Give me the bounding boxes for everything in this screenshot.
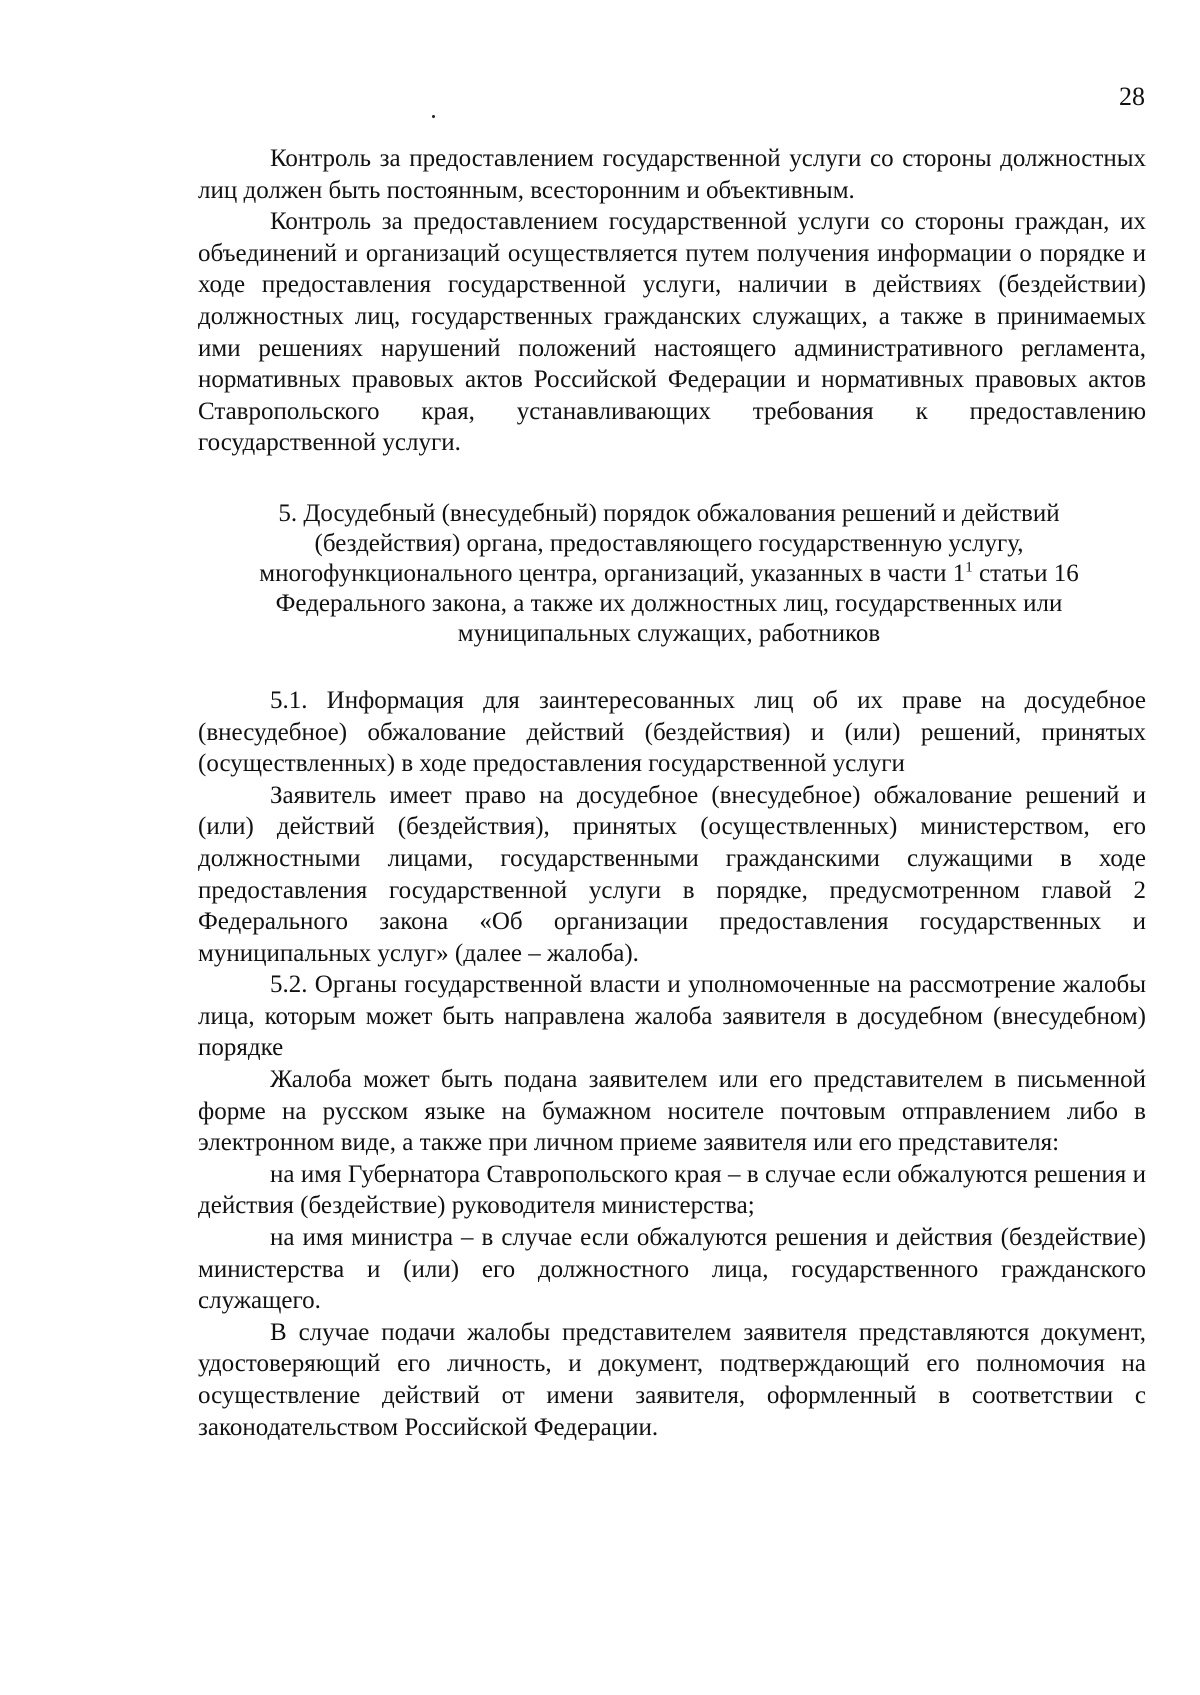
paragraph-5-1: 5.1. Информация для заинтересованных лиц об их праве на досудебное (внесудебное) обжалование действий (бездействия) и (или) решений, принятых (осуществленных) в ходе предоставления государственной услуги	[198, 686, 1146, 778]
section-heading-superscript: 1	[965, 559, 973, 576]
paragraph-complaint-form: Жалоба может быть подана заявителем или его представителем в письменной форме на русском языке на бумажном носителе почтовым отправлением либо в электронном виде, а также при личном приеме заявителя или его представителя:	[198, 1066, 1146, 1157]
scan-speck	[432, 115, 435, 118]
document-body	[198, 143, 1146, 1443]
paragraph-5-2: 5.2. Органы государственной власти и уполномоченные на рассмотрение жалобы лица, которым может быть направлена жалоба заявителя в досудебном (внесудебном) порядке	[198, 971, 1146, 1062]
paragraph-applicant-right: Заявитель имеет право на досудебное (внесудебное) обжалование решений и (или) действий (бездействия), принятых (осуществленных) министерством, его должностными лицами, государственными гражданскими служащими в ходе предоставления государственной услуги в порядке, предусмотренном главой 2 Федерального закона «Об организации предоставления государственных и муниципальных услуг» (далее – жалоба).	[198, 781, 1146, 967]
paragraph-control-officials: Контроль за предоставлением государственной услуги со стороны должностных лиц должен быть постоянным, всесторонним и объективным.	[198, 145, 1146, 204]
paragraph-representative: В случае подачи жалобы представителем заявителя представляются документ, удостоверяющий его личность, и документ, подтверждающий его полномочия на осуществление действий от имени заявителя, оформленный в соответствии с законодательством Российской Федерации.	[198, 1318, 1146, 1441]
paragraph-governor: на имя Губернатора Ставропольского края – в случае если обжалуются решения и действия (бездействие) руководителя министерства;	[198, 1160, 1146, 1220]
paragraph-control-citizens: Контроль за предоставлением государственной услуги со стороны граждан, их объединений и организаций осуществляется путем получения информации о порядке и ходе предоставления государственной услуги, наличии в действиях (бездействии) должностных лиц, государственных гражданских служащих, а также в принимаемых ими решениях нарушений положений настоящего административного регламента, нормативных правовых актов Российской Федерации и нормативных правовых актов Ставропольского края, устанавливающих требования к предоставлению государственной услуги.	[198, 208, 1146, 457]
page-number: 28	[1119, 82, 1145, 111]
section-heading-part1: 5. Досудебный (внесудебный) порядок обжалования решений и действий (бездействия) органа, предоставляющего государственную услугу, многофункционального центра, организаций, указанных в части 1	[259, 499, 1060, 587]
paragraph-minister: на имя министра – в случае если обжалуются решения и действия (бездействие) министерства и (или) его должностного лица, государственного гражданского служащего.	[198, 1224, 1146, 1315]
section-heading-part2: статьи 16 Федерального закона, а также их должностных лиц, государственных или муниципальных служащих, работников	[275, 559, 1079, 647]
section-heading	[198, 499, 1146, 649]
